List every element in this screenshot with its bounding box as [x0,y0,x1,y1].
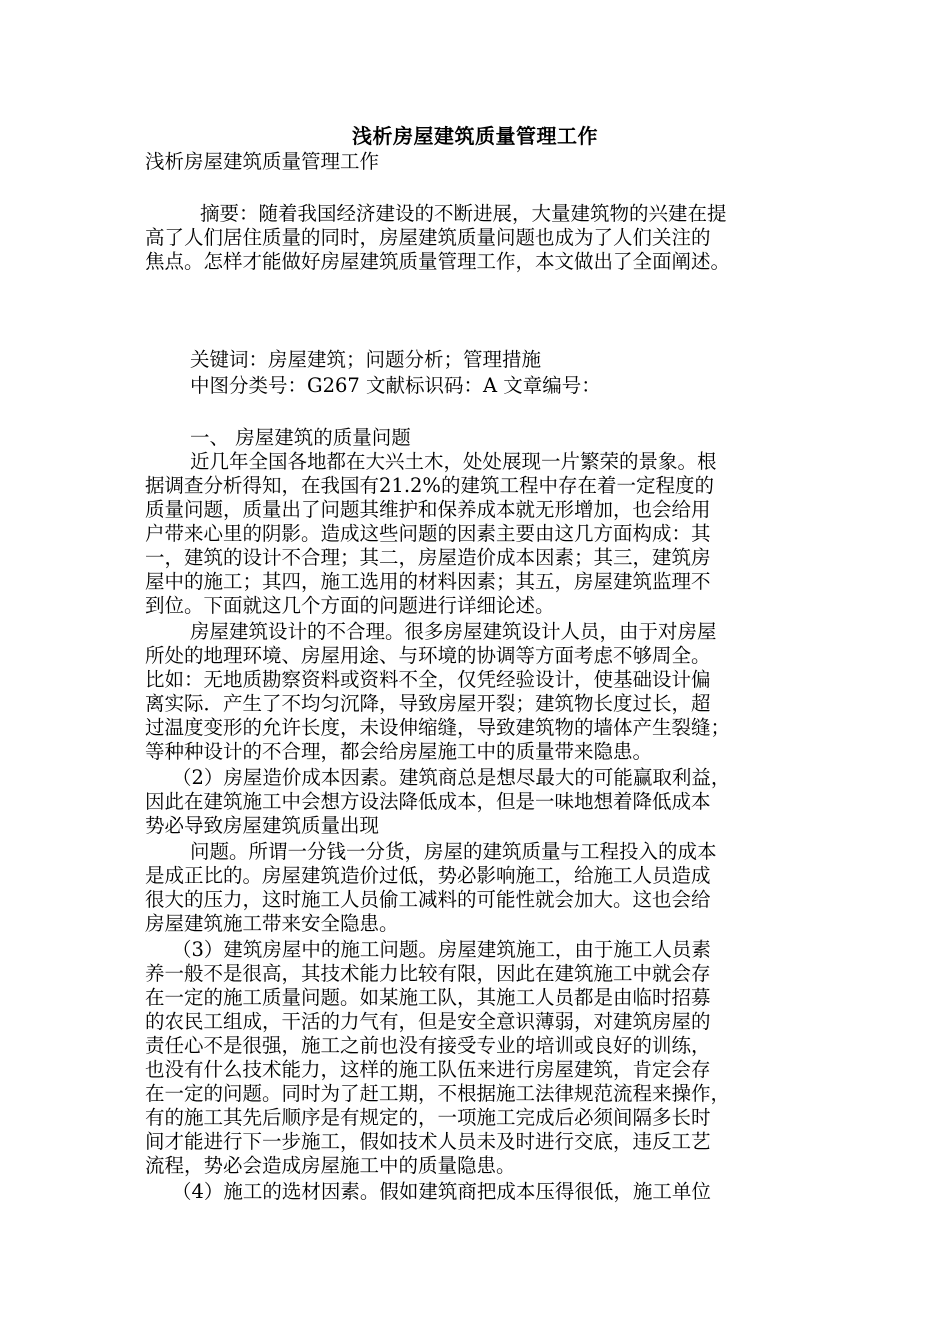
body-line: 在一定的问题。同时为了赶工期，不根据施工法律规范流程来操作， [145,1082,731,1105]
body-line: 房屋建筑施工带来安全隐患。 [145,912,399,935]
body-line: 是成正比的。房屋建筑造价过低，势必影响施工，给施工人员造成 [145,864,711,887]
body-line: 屋中的施工；其四，施工选用的材料因素；其五，房屋建筑监理不 [145,570,711,593]
section-heading: 一、 房屋建筑的质量问题 [190,426,411,449]
body-line: 在一定的施工质量问题。如某施工队，其施工人员都是由临时招募 [145,986,711,1009]
document-subtitle: 浅析房屋建筑质量管理工作 [145,150,380,173]
body-line: 比如：无地质勘察资料或资料不全，仅凭经验设计，使基础设计偏 [145,668,711,691]
body-line: 因此在建筑施工中会想方设法降低成本，但是一味地想着降低成本 [145,790,711,813]
abstract-line: 高了人们居住质量的同时，房屋建筑质量问题也成为了人们关注的 [145,226,711,249]
body-line: 离实际．产生了不均匀沉降，导致房屋开裂；建筑物长度过长，超 [145,692,711,715]
body-line: 养一般不是很高，其技术能力比较有限，因此在建筑施工中就会存 [145,962,711,985]
keywords: 关键词：房屋建筑；问题分析；管理措施 [190,348,542,371]
body-line: 到位。下面就这几个方面的问题进行详细论述。 [145,594,555,617]
body-line: 等种种设计的不合理，都会给房屋施工中的质量带来隐患。 [145,740,653,763]
body-line: 所处的地理环境、房屋用途、与环境的协调等方面考虑不够周全。 [145,644,711,667]
body-line: 责任心不是很强，施工之前也没有接受专业的培训或良好的训练， [145,1034,711,1057]
classification: 中图分类号：G267 文献标识码：A 文章编号： [190,374,601,397]
abstract-line: 摘要：随着我国经济建设的不断进展，大量建筑物的兴建在提 [200,202,727,225]
body-line: 质量问题，质量出了问题其维护和保养成本就无形增加，也会给用 [145,498,711,521]
body-line: （2）房屋造价成本因素。建筑商总是想尽最大的可能赢取利益， [172,766,731,789]
body-line: 一，建筑的设计不合理；其二，房屋造价成本因素；其三，建筑房 [145,546,711,569]
document-title: 浅析房屋建筑质量管理工作 [352,124,598,148]
body-line: 问题。所谓一分钱一分货，房屋的建筑质量与工程投入的成本 [190,840,717,863]
body-line: （4）施工的选材因素。假如建筑商把成本压得很低，施工单位 [172,1180,711,1203]
body-line: 户带来心里的阴影。造成这些问题的因素主要由这几方面构成：其 [145,522,711,545]
body-line: 有的施工其先后顺序是有规定的，一项施工完成后必须间隔多长时 [145,1106,711,1129]
body-line: 过温度变形的允许长度，未设伸缩缝，导致建筑物的墙体产生裂缝； [145,716,731,739]
body-line: 也没有什么技术能力，这样的施工队伍来进行房屋建筑，肯定会存 [145,1058,711,1081]
body-line: 势必导致房屋建筑质量出现 [145,814,380,837]
body-line: 很大的压力，这时施工人员偷工减料的可能性就会加大。这也会给 [145,888,711,911]
body-line: 的农民工组成，干活的力气有，但是安全意识薄弱，对建筑房屋的 [145,1010,711,1033]
body-line: 据调查分析得知，在我国有21.2%的建筑工程中存在着一定程度的 [145,474,714,497]
body-line: 房屋建筑设计的不合理。很多房屋建筑设计人员，由于对房屋 [190,620,717,643]
body-line: 间才能进行下一步施工，假如技术人员未及时进行交底，违反工艺 [145,1130,711,1153]
body-line: （3）建筑房屋中的施工问题。房屋建筑施工，由于施工人员素 [172,938,711,961]
body-line: 流程，势必会造成房屋施工中的质量隐患。 [145,1154,516,1177]
body-line: 近几年全国各地都在大兴土木，处处展现一片繁荣的景象。根 [190,450,717,473]
abstract-line: 焦点。怎样才能做好房屋建筑质量管理工作，本文做出了全面阐述。 [145,250,731,273]
